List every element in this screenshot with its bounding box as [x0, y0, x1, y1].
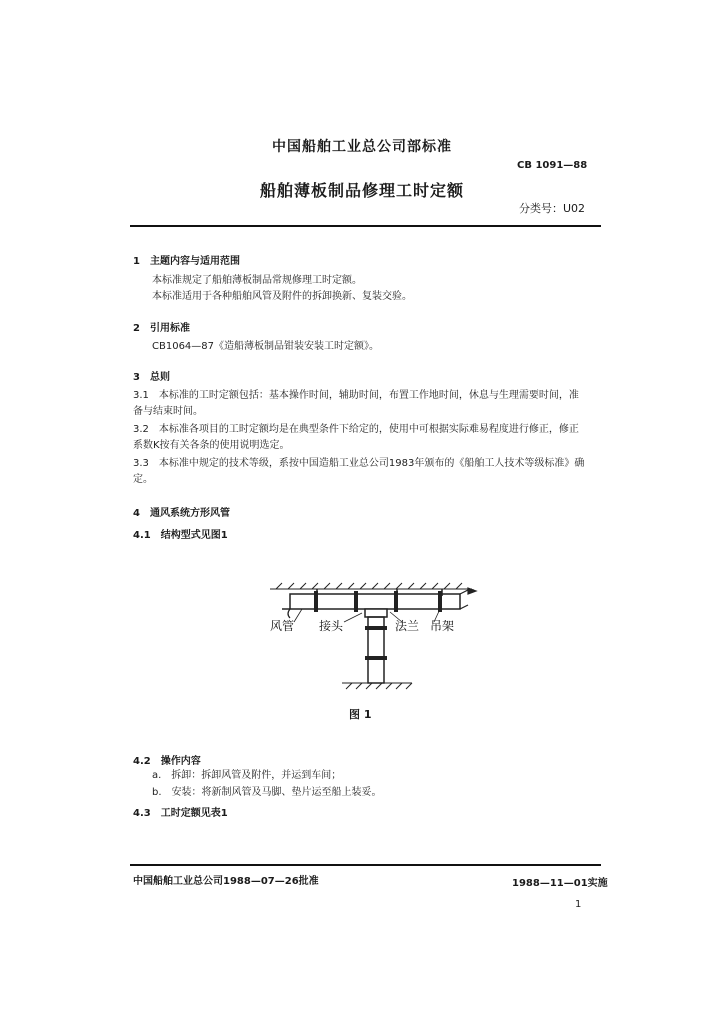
footer-divider [130, 864, 601, 866]
clause-3-2-line-1: 3.2 本标准各项目的工时定额均是在典型条件下给定的，使用中可根据实际难易程度进行修正，修正 [133, 424, 579, 435]
section-2-paragraph-1: CB1064—87《造船薄板制品钳装安装工时定额》。 [152, 341, 380, 352]
clause-4-2-item-a: a. 拆卸：拆卸风管及附件，并运到车间； [152, 770, 342, 781]
figure-label-flange: 法兰 [395, 619, 420, 633]
document-title: 船舶薄板制品修理工时定额 [259, 181, 464, 200]
clause-3-1-line-1: 3.1 本标准的工时定额包括：基本操作时间，辅助时间，布置工作地时间，休息与生理需要时间，准 [133, 390, 579, 401]
standard-number: CB 1091—88 [517, 160, 588, 171]
section-1-paragraph-1: 本标准规定了船舶薄板制品常规修理工时定额。 [152, 275, 362, 286]
floor-hatching [342, 683, 412, 689]
duct-open-end [288, 609, 290, 618]
clause-4-3: 4.3 工时定额见表1 [133, 808, 228, 819]
approval-date: 中国船舶工业总公司1988—07—26批准 [133, 876, 319, 887]
duct-structure-figure [262, 572, 482, 702]
clause-3-3-line-2: 定。 [133, 474, 153, 485]
section-3-heading: 3 总则 [133, 372, 170, 383]
issuing-organization-title: 中国船舶工业总公司部标准 [272, 139, 452, 155]
effective-date: 1988—11—01实施 [512, 878, 608, 889]
section-1-paragraph-2: 本标准适用于各种船舶风管及附件的拆卸换新、复装交验。 [152, 291, 412, 302]
figure-label-duct: 风管 [270, 619, 295, 633]
figure-label-joint: 接头 [319, 619, 344, 633]
clause-3-1-line-2: 备与结束时间。 [133, 406, 203, 417]
header-divider [130, 225, 601, 227]
clause-4-1: 4.1 结构型式见图1 [133, 530, 228, 541]
classification-number: 分类号：U02 [519, 202, 586, 215]
clause-3-2-line-2: 系数K按有关各条的使用说明选定。 [133, 440, 290, 451]
section-1-heading: 1 主题内容与适用范围 [133, 256, 240, 267]
section-4-heading: 4 通风系统方形风管 [133, 508, 230, 519]
clause-3-3-line-1: 3.3 本标准中规定的技术等级，系按中国造船工业总公司1983年颁布的《船舶工人技术等级标准》确 [133, 458, 585, 469]
clause-4-2: 4.2 操作内容 [133, 756, 201, 767]
hanger-rods [317, 589, 442, 596]
figure-caption: 图 1 [349, 708, 372, 721]
page-number: 1 [575, 899, 582, 910]
figure-label-hanger: 吊架 [430, 619, 455, 633]
duct-outlet [460, 588, 476, 609]
tee-joint [365, 609, 387, 683]
deck-hatching [270, 583, 472, 589]
section-2-heading: 2 引用标准 [133, 323, 190, 334]
clause-4-2-item-b: b. 安装：将新制风管及马脚、垫片运至船上装妥。 [152, 787, 382, 798]
